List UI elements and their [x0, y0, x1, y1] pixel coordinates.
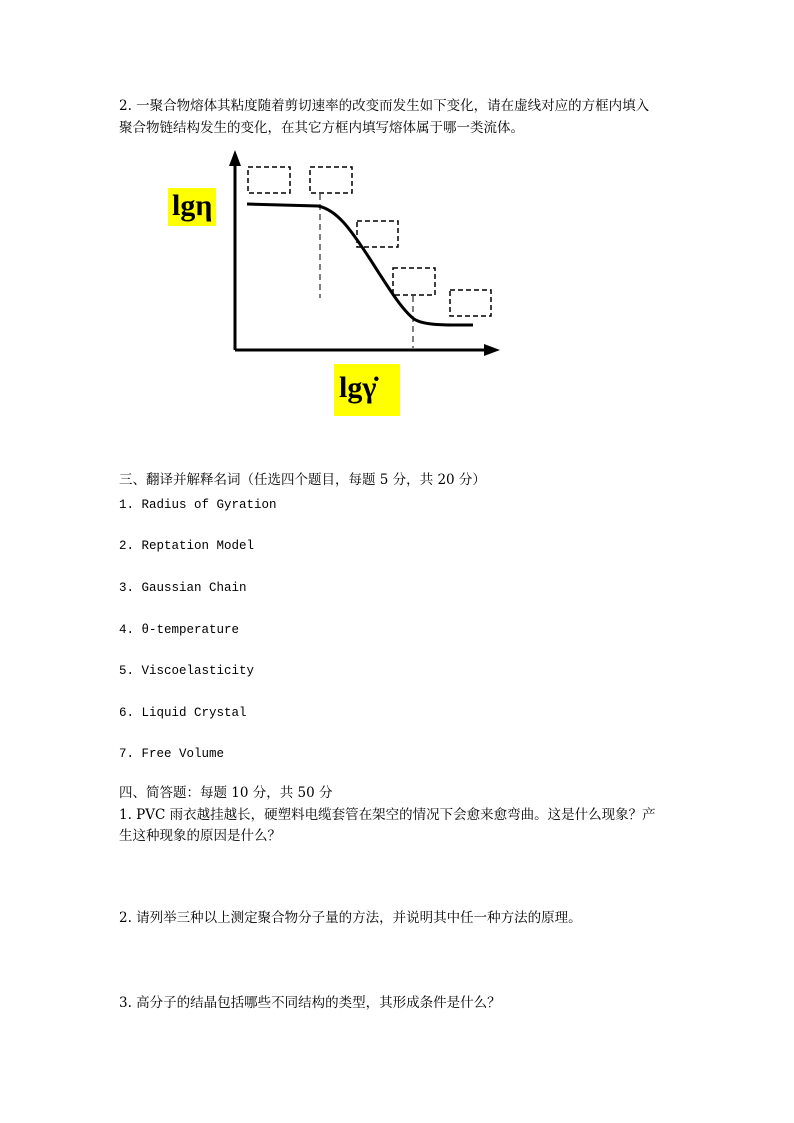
- section-4-q2: 2. 请列举三种以上测定聚合物分子量的方法，并说明其中任一种方法的原理。: [119, 910, 582, 926]
- term-item: 1. Radius of Gyration: [119, 498, 277, 512]
- x-axis-label: lgγ̇: [339, 371, 377, 404]
- section-4-q1-line-1: 1. PVC 雨衣越挂越长，硬塑料电缆套管在架空的情况下会愈来愈弯曲。这是什么现象？产: [119, 807, 656, 823]
- question-2-line-2: 聚合物链结构发生的变化，在其它方框内填写熔体属于哪一类流体。: [119, 120, 524, 136]
- y-axis-label: lgη: [172, 189, 213, 222]
- y-axis-arrow-icon: [229, 150, 241, 166]
- section-3-title: 三、翻译并解释名词（任选四个题目，每题 5 分，共 20 分）: [119, 472, 486, 488]
- term-item: 3. Gaussian Chain: [119, 581, 247, 595]
- section-4-q3: 3. 高分子的结晶包括哪些不同结构的类型，其形成条件是什么？: [119, 995, 501, 1011]
- term-item: 5. Viscoelasticity: [119, 664, 255, 678]
- answer-box-3[interactable]: [357, 221, 398, 247]
- answer-box-5[interactable]: [450, 290, 491, 316]
- term-item: 2. Reptation Model: [119, 539, 255, 553]
- term-item: 6. Liquid Crystal: [119, 706, 247, 720]
- x-axis-arrow-icon: [484, 344, 500, 356]
- viscosity-curve: [247, 204, 473, 325]
- term-item: 7. Free Volume: [119, 747, 225, 761]
- term-item: 4. θ-temperature: [119, 623, 240, 637]
- answer-box-1[interactable]: [248, 167, 290, 193]
- answer-box-2[interactable]: [310, 167, 352, 193]
- x-axis-label-highlight: [334, 364, 400, 416]
- section-4-title: 四、简答题：每题 10 分，共 50 分: [119, 785, 333, 801]
- answer-box-4[interactable]: [393, 268, 435, 295]
- viscosity-shear-rate-figure: [160, 145, 510, 365]
- question-2-line-1: 2. 一聚合物熔体其粘度随着剪切速率的改变而发生如下变化，请在虚线对应的方框内填入: [119, 98, 650, 114]
- section-4-q1-line-2: 生这种现象的原因是什么？: [119, 828, 281, 844]
